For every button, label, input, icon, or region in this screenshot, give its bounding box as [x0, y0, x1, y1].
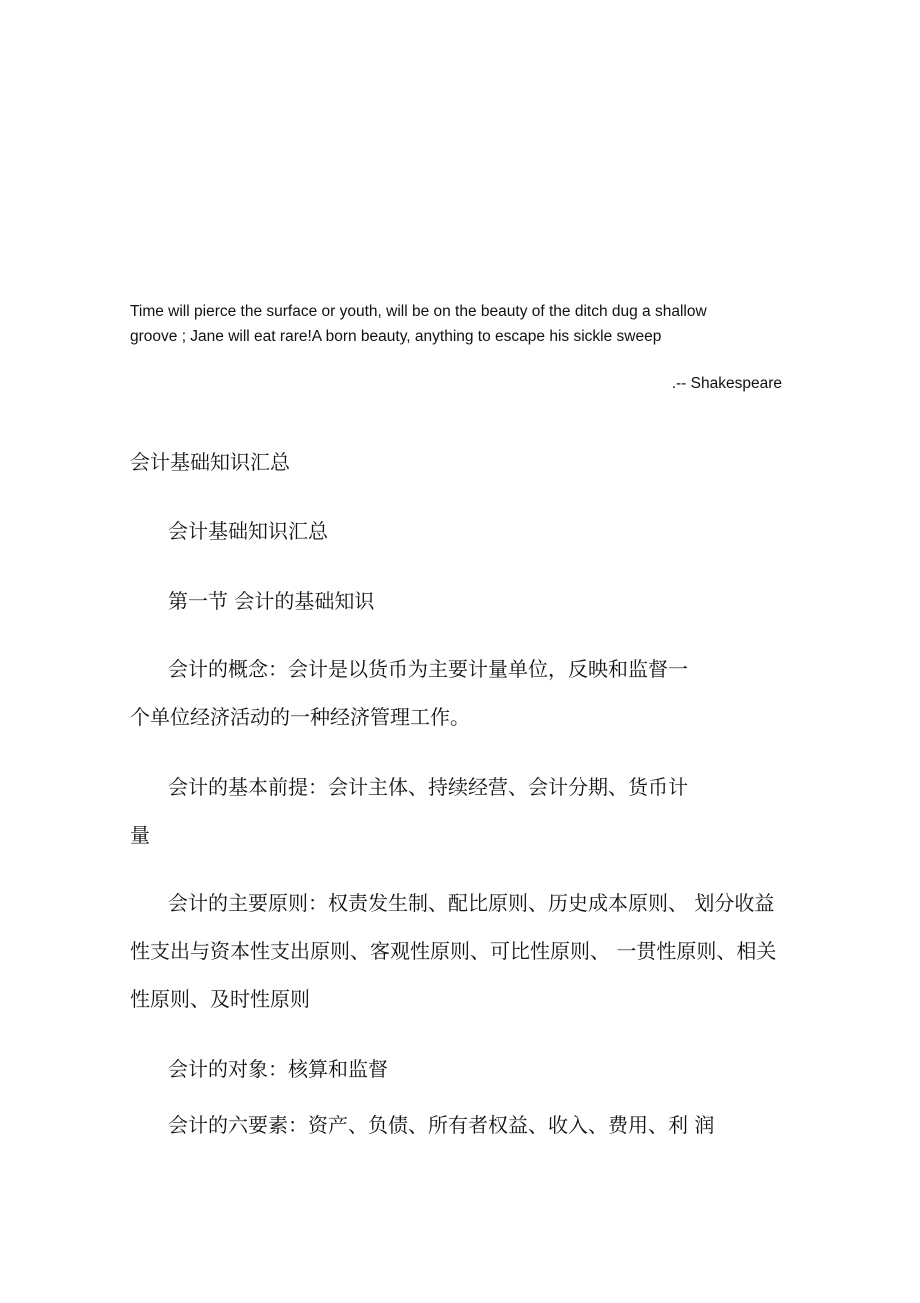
object-paragraph: 会计的对象：核算和监督: [168, 1057, 388, 1081]
quote-block: [130, 299, 780, 349]
principles-line-2: 性支出与资本性支出原则、客观性原则、可比性原则、 一贯性原则、相关: [130, 939, 777, 963]
premise-line-1: 会计的基本前提：会计主体、持续经营、会计分期、货币计: [168, 775, 688, 799]
concept-line-1: 会计的概念：会计是以货币为主要计量单位，反映和监督一: [168, 657, 688, 681]
section-heading: 第一节 会计的基础知识: [168, 589, 375, 613]
premise-line-2: 量: [130, 823, 150, 847]
document-title: 会计基础知识汇总: [130, 450, 290, 474]
quote-attribution: .-- Shakespeare: [671, 375, 782, 392]
premise-paragraph: [130, 763, 688, 859]
elements-paragraph: 会计的六要素：资产、负债、所有者权益、收入、费用、利 润: [168, 1113, 715, 1137]
document-subtitle: 会计基础知识汇总: [168, 519, 328, 543]
concept-line-2: 个单位经济活动的一种经济管理工作。: [130, 705, 470, 729]
concept-paragraph: [130, 645, 688, 741]
quote-line-2: groove ; Jane will eat rare!A born beauty, anything to escape his sickle sweep: [130, 328, 662, 345]
principles-line-1: 会计的主要原则：权责发生制、配比原则、历史成本原则、 划分收益: [168, 891, 775, 915]
principles-line-3: 性原则、及时性原则: [130, 987, 310, 1011]
quote-line-1: Time will pierce the surface or youth, will be on the beauty of the ditch dug a shallow: [130, 303, 707, 320]
principles-paragraph: [130, 879, 776, 1023]
